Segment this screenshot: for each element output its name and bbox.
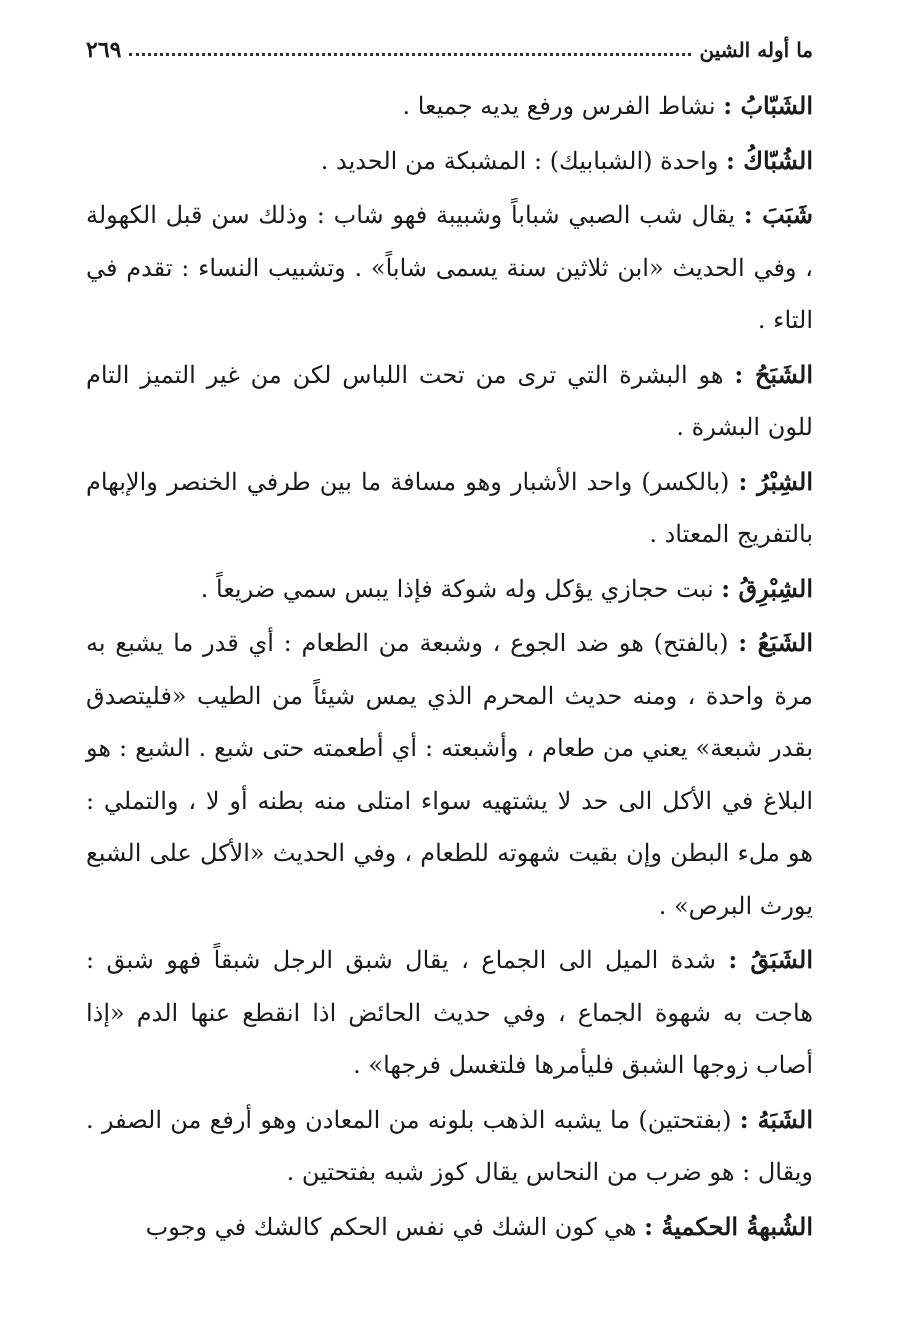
entry-headword: الشَبَقُ : <box>728 945 813 974</box>
entry-headword: شَبَبَ : <box>743 200 813 229</box>
dictionary-entry <box>86 1201 813 1254</box>
page-number: ٢٦٩ <box>86 37 122 63</box>
entry-headword: الشُبّاكُ : <box>726 145 813 175</box>
entry-headword: الشِبْرِقُ : <box>721 573 813 603</box>
dictionary-entry <box>86 135 813 188</box>
dictionary-entry <box>86 456 813 561</box>
entry-headword: الشَبَعُ : <box>738 628 813 657</box>
dictionary-entry <box>86 349 813 454</box>
dictionary-entries <box>86 80 813 1253</box>
entry-definition: هو البشرة التي ترى من تحت اللباس لكن من غير التميز التام للون البشرة . <box>86 360 813 441</box>
running-header <box>86 30 813 70</box>
entry-definition: نبت حجازي يؤكل وله شوكة فإذا يبس سمي ضريعاً . <box>200 574 722 603</box>
dictionary-entry <box>86 617 813 932</box>
dictionary-entry <box>86 1094 813 1199</box>
entry-headword: الشَبَهُ : <box>739 1104 813 1134</box>
entry-headword: الشَبّابُ : <box>723 91 813 120</box>
dictionary-entry <box>86 563 813 616</box>
dictionary-entry <box>86 189 813 347</box>
dictionary-entry <box>86 80 813 133</box>
chapter-title: ما أوله الشين <box>699 38 813 62</box>
entry-definition: (بالفتح) هو ضد الجوع ، وشبعة من الطعام : أي قدر ما يشبع به مرة واحدة ، ومنه حديث المحرم الذي يمس شيئاً من الطيب «فليتصدق بقدر شبعة» يعني من طعام ، وأشبعته : أي أطعمته حتى شبع . الشبع : هو البلاغ في الأكل الى حد لا يشتهيه سواء امتلى منه بطنه أو لا ، والتملي : هو ملء البطن وإن بقيت شهوته للطعام ، وفي الحديث «الأكل على الشبع يورث البرص» . <box>86 629 813 920</box>
entry-definition: يقال شب الصبي شباباً وشبيبة فهو شاب : وذلك سن قبل الكهولة ، وفي الحديث «ابن ثلاثين سنة يسمى شاباً» . وتشبيب النساء : تقدم في التاء . <box>86 201 813 334</box>
entry-definition: نشاط الفرس ورفع يديه جميعا . <box>402 92 724 120</box>
entry-definition: (بالكسر) واحد الأشبار وهو مسافة ما بين طرفي الخنصر والإبهام بالتفريج المعتاد . <box>86 467 813 548</box>
entry-definition: هي كون الشك في نفس الحكم كالشك في وجوب <box>145 1212 645 1241</box>
entry-definition: واحدة (الشبابيك) : المشبكة من الحديد . <box>320 146 727 175</box>
entry-definition: شدة الميل الى الجماع ، يقال شبق الرجل شبقاً فهو شبق : هاجت به شهوة الجماع ، وفي حديث الحائض اذا انقطع عنها الدم «إذا أصاب زوجها الشبق فليأمرها فلتغسل فرجها» . <box>86 946 813 1079</box>
entry-definition: (بفتحتين) ما يشبه الذهب بلونه من المعادن وهو أرفع من الصفر . ويقال : هو ضرب من النحاس يقال كوز شبه بفتحتين . <box>86 1105 813 1186</box>
dot-leader <box>129 53 691 56</box>
entry-headword: الشُبهةُ الحكميةُ : <box>644 1211 813 1241</box>
dictionary-entry <box>86 934 813 1092</box>
entry-headword: الشِبْرُ : <box>738 466 813 496</box>
entry-headword: الشَبَحُ : <box>734 359 813 389</box>
